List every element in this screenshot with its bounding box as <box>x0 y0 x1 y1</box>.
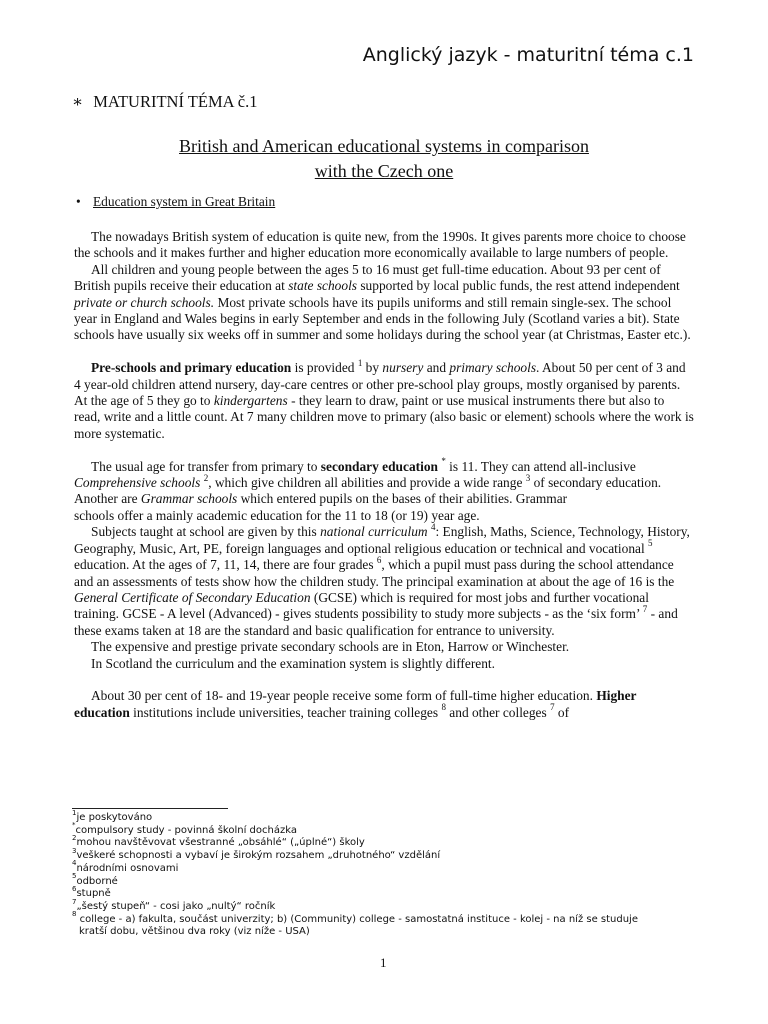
footnote-continuation: kratší dobu, většinou dva roky (viz níže - USA) <box>79 926 310 938</box>
star-icon: ∗ <box>72 92 84 111</box>
body-text <box>74 229 694 721</box>
paragraph-8: In Scotland the curriculum and the examination system is slightly different. <box>91 655 495 671</box>
paragraph-1: The nowadays British system of education is quite new, from the 1990s. It gives parents more choice to choose the schools and it makes further and higher education more economically available to large numbers of people. <box>74 229 686 261</box>
section-heading <box>76 194 275 210</box>
topic-label <box>72 92 257 112</box>
bullet-icon: • <box>76 194 81 209</box>
paragraph-5: schools offer a mainly academic education for the 11 to 18 (or 19) year age. <box>74 507 480 523</box>
paragraph-9: About 30 per cent of 18- and 19-year people receive some form of full-time higher education. Higher education institutions include universities, teacher training colleges $^8$ and other colleges $^7$ of <box>74 688 637 720</box>
footnote: $^5$odborné <box>72 872 118 887</box>
page-header: Anglický jazyk - maturitní téma c.1 <box>362 44 694 66</box>
footnote: $^4$národními osnovami <box>72 859 179 874</box>
footnotes <box>72 808 702 939</box>
footnote: $^2$mohou navštěvovat všestranné „obsáhlé“ („úplné“) školy <box>72 834 365 849</box>
document-title <box>72 134 696 184</box>
page-number: 1 <box>380 955 387 970</box>
footnote-divider <box>72 808 228 809</box>
footnote: $^8$ college - a) fakulta, součást univerzity; b) (Community) college - samostatná instituce - kolej - na níž se studuje <box>72 910 638 925</box>
section-heading-text: Education system in Great Britain <box>93 194 276 209</box>
paragraph-6: Subjects taught at school are given by this national curriculum $^4$: English, Maths, Science, Technology, History, Geography, Music, Art, PE, foreign languages and optional religious education or technical and vocational $^5$ education. At the ages of 7, 11, 14, there are four grades $^6$, which a pupil must pass during the school attendance and an assessments of tests show how the children study. The principal examination at about the age of 16 is the General Certificate of Secondary Education (GCSE) which is required for most jobs and further vocational training. GCSE - A level (Advanced) - gives students possibility to study more subjects - as the ‘six form’ $^7$ - and these exams taken at 18 are the standard and basic qualification for entrance to university. <box>74 521 690 638</box>
topic-label-text: MATURITNÍ TÉMA č.1 <box>93 92 258 111</box>
footnote: $^7$„šestý stupeň“ - cosi jako „nultý“ ročník <box>72 897 276 912</box>
footnote: $^1$je poskytováno <box>72 808 153 823</box>
title-line-1: British and American educational systems in comparison <box>179 136 589 156</box>
footnote: *compulsory study - povinná školní docházka <box>72 821 297 836</box>
paragraph-3: Pre-schools and primary education is provided $^1$ by nursery and primary schools. About 50 per cent of 3 and 4 year-old children attend nursery, day-care centres or other pre-school play groups, mostly organised by parents. At the age of 5 they go to kindergartens - they learn to draw, paint or use musical instruments there but also to read, write and a little count. At 7 many children move to primary (also basic or element) schools where the work is more systematic. <box>74 357 694 441</box>
paragraph-7: The expensive and prestige private secondary schools are in Eton, Harrow or Winchester. <box>91 639 570 655</box>
footnote: $^3$veškeré schopnosti a vybaví je širokým rozsahem „druhotného“ vzdělání <box>72 846 441 862</box>
footnote: $^6$stupně <box>72 884 111 900</box>
paragraph-2: All children and young people between the ages 5 to 16 must get full-time education. About 93 per cent of British pupils receive their education at state schools supported by local public funds, the rest attend independent private or church schools. Most private schools have its pupils uniforms and still remain single-sex. The school year in England and Wales begins in early September and ends in the following July (Scotland varies a bit). State schools have usually six weeks off in summer and some holidays during the school year (at Christmas, Easter etc.). <box>74 261 691 343</box>
paragraph-4: The usual age for transfer from primary to secondary education * is 11. They can attend all-inclusive Comprehensive schools $^2$, which give children all abilities and provide a wide range $^3$ of secondary education. Another are Grammar schools which entered pupils on the bases of their abilities. Grammar <box>74 456 662 507</box>
title-line-2: with the Czech one <box>314 161 454 181</box>
